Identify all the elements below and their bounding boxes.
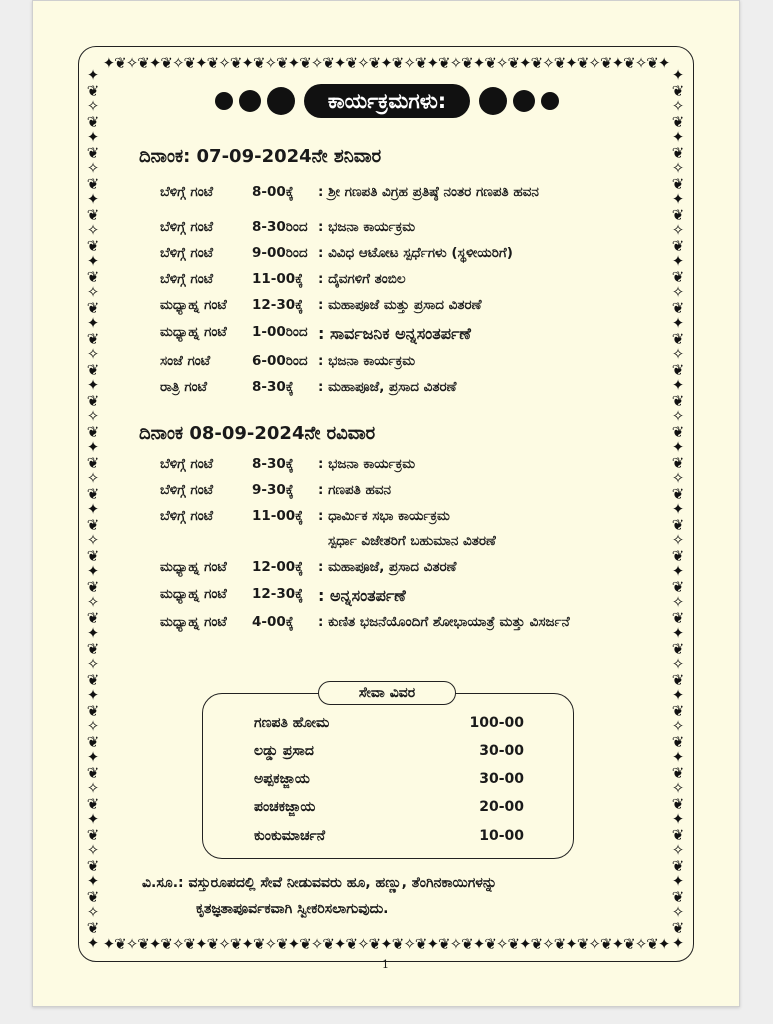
schedule-row: ಬೆಳಿಗ್ಗೆ ಗಂಟೆ 8-30ರಿಂದ : ಭಜನಾ ಕಾರ್ಯಕ್ರಮ [160, 219, 416, 235]
schedule-row: ಮಧ್ಯಾಹ್ನ ಗಂಟೆ 12-30ಕ್ಕೆ : ಅನ್ನಸಂತರ್ಪಣೆ [160, 586, 406, 605]
note-line-1: ವಿ.ಸೂ.: ವಸ್ತುರೂಪದಲ್ಲಿ ಸೇವೆ ನೀಡುವವರು ಹೂ, ಹಣ್ಣು, ತೆಂಗಿನಕಾಯಿಗಳನ್ನು [142, 875, 498, 891]
seva-item: ಪಂಚಕಜ್ಜಾಯ 20-00 [254, 799, 524, 815]
ornament-border-right: ✦❦✧❦✦❦✧❦✦❦✧❦✦❦✧❦✦❦✧❦✦❦✧❦✦❦✧❦✦❦✧❦✦❦✧❦✦❦✧❦✦❦✧❦✦❦✧❦✦❦✧❦✦❦✧❦✦ [671, 66, 685, 952]
seva-item: ಗಣಪತಿ ಹೋಮ 100-00 [254, 715, 524, 731]
bullet-dot [513, 90, 535, 112]
seva-item: ಕುಂಕುಮಾರ್ಚನೆ 10-00 [254, 828, 524, 844]
note-line-2: ಕೃತಜ್ಞತಾಪೂರ್ವಕವಾಗಿ ಸ್ವೀಕರಿಸಲಾಗುವುದು. [196, 901, 389, 917]
schedule-row: ಬೆಳಿಗ್ಗೆ ಗಂಟೆ 9-00ರಿಂದ : ವಿವಿಧ ಆಟೋಟ ಸ್ಪರ್ಧೆಗಳು (ಸ್ಥಳೀಯರಿಗೆ) [160, 245, 513, 261]
schedule-row: ಮಧ್ಯಾಹ್ನ ಗಂಟೆ 12-00ಕ್ಕೆ : ಮಹಾಪೂಜೆ, ಪ್ರಸಾದ ವಿತರಣೆ [160, 559, 457, 575]
seva-item: ಲಡ್ಡು ಪ್ರಸಾದ 30-00 [254, 743, 524, 759]
schedule-row: ಬೆಳಿಗ್ಗೆ ಗಂಟೆ 11-00ಕ್ಕೆ : ಧಾರ್ಮಿಕ ಸಭಾ ಕಾರ್ಯಕ್ರಮ [160, 508, 450, 524]
schedule-row: ರಾತ್ರಿ ಗಂಟೆ 8-30ಕ್ಕೆ : ಮಹಾಪೂಜೆ, ಪ್ರಸಾದ ವಿತರಣೆ [160, 379, 457, 395]
schedule-row: ಮಧ್ಯಾಹ್ನ ಗಂಟೆ 1-00ರಿಂದ : ಸಾರ್ವಜನಿಕ ಅನ್ನಸಂತರ್ಪಣೆ [160, 324, 471, 343]
bullet-dot [479, 87, 507, 115]
page-title: ಕಾರ್ಯಕ್ರಮಗಳು: [304, 84, 470, 118]
bullet-dot [541, 92, 559, 110]
ornament-border-bottom: ✦❦✧❦✦❦✧❦✦❦✧❦✦❦✧❦✦❦✧❦✦❦✧❦✦❦✧❦✦❦✧❦✦❦✧❦✦❦✧❦✦❦✧❦✦❦✧❦✦ [102, 935, 670, 953]
bullet-dot [267, 87, 295, 115]
bullet-dot [239, 90, 261, 112]
schedule-row: ಸಂಜೆ ಗಂಟೆ 6-00ರಿಂದ : ಭಜನಾ ಕಾರ್ಯಕ್ರಮ [160, 353, 416, 369]
schedule-row: ಬೆಳಿಗ್ಗೆ ಗಂಟೆ 8-00ಕ್ಕೆ : ಶ್ರೀ ಗಣಪತಿ ವಿಗ್ರಹ ಪ್ರತಿಷ್ಠೆ ನಂತರ ಗಣಪತಿ ಹವನ [160, 184, 539, 200]
schedule-row: ಮಧ್ಯಾಹ್ನ ಗಂಟೆ 4-00ಕ್ಕೆ : ಕುಣಿತ ಭಜನೆಯೊಂದಿಗೆ ಶೋಭಾಯಾತ್ರೆ ಮತ್ತು ವಿಸರ್ಜನೆ [160, 614, 570, 630]
seva-heading: ಸೇವಾ ವಿವರ [318, 681, 456, 705]
ornament-border-left: ✦❦✧❦✦❦✧❦✦❦✧❦✦❦✧❦✦❦✧❦✦❦✧❦✦❦✧❦✦❦✧❦✦❦✧❦✦❦✧❦✦❦✧❦✦❦✧❦✦❦✧❦✦❦✧❦✦ [86, 66, 100, 952]
schedule-row: ಬೆಳಿಗ್ಗೆ ಗಂಟೆ 11-00ಕ್ಕೆ : ದೈವಗಳಿಗೆ ತಂಬಿಲ [160, 271, 406, 287]
ornament-border-top: ✦❦✧❦✦❦✧❦✦❦✧❦✦❦✧❦✦❦✧❦✦❦✧❦✦❦✧❦✦❦✧❦✦❦✧❦✦❦✧❦✦❦✧❦✦❦✧❦✦ [102, 54, 670, 72]
day2-heading: ದಿನಾಂಕ 08-09-2024ನೇ ರವಿವಾರ [139, 423, 376, 444]
day1-heading: ದಿನಾಂಕ: 07-09-2024ನೇ ಶನಿವಾರ [139, 146, 382, 167]
schedule-row: ಬೆಳಿಗ್ಗೆ ಗಂಟೆ 8-30ಕ್ಕೆ : ಭಜನಾ ಕಾರ್ಯಕ್ರಮ [160, 456, 416, 472]
schedule-row: ಬೆಳಿಗ್ಗೆ ಗಂಟೆ 9-30ಕ್ಕೆ : ಗಣಪತಿ ಹವನ [160, 482, 392, 498]
bullet-dot [215, 92, 233, 110]
schedule-row: ಸ್ಪರ್ಧಾ ವಿಜೇತರಿಗೆ ಬಹುಮಾನ ವಿತರಣೆ [328, 533, 496, 549]
page-number: 1 [382, 958, 389, 971]
title-banner [186, 83, 588, 119]
schedule-row: ಮಧ್ಯಾಹ್ನ ಗಂಟೆ 12-30ಕ್ಕೆ : ಮಹಾಪೂಜೆ ಮತ್ತು ಪ್ರಸಾದ ವಿತರಣೆ [160, 297, 482, 313]
seva-item: ಅಪ್ಪಕಜ್ಜಾಯ 30-00 [254, 771, 524, 787]
